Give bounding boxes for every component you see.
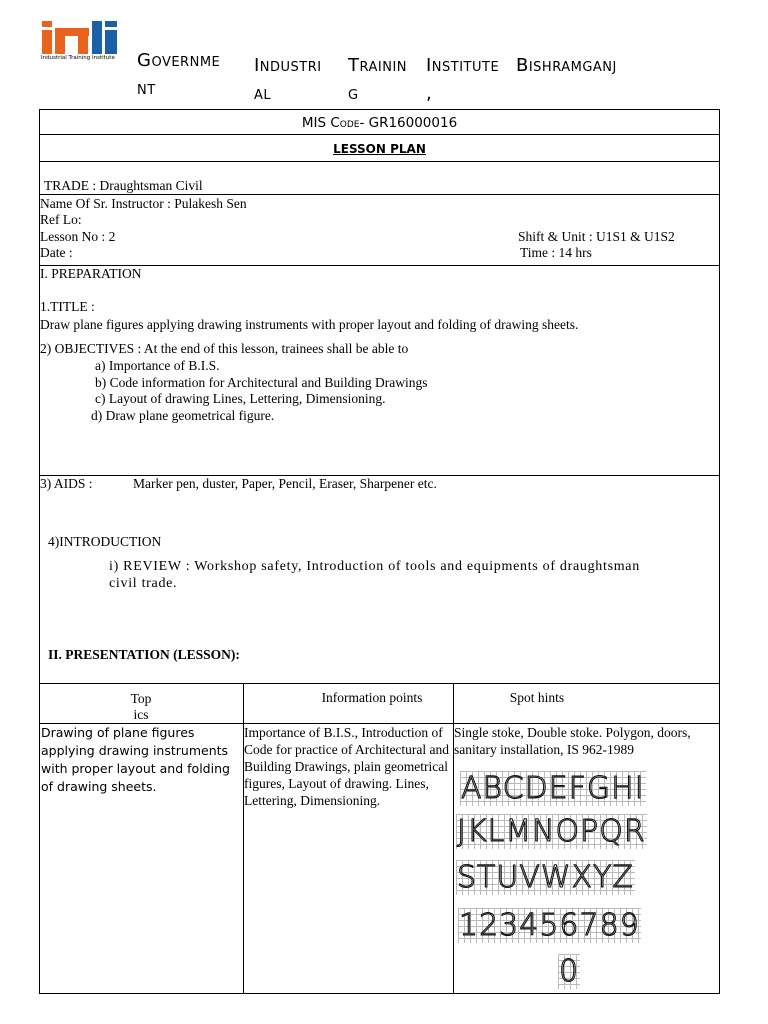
objective-d: d) Draw plane geometrical figure.: [91, 408, 275, 423]
title-text: Draw plane figures applying drawing instruments with proper layout and folding of drawing sheets.: [40, 317, 579, 332]
spot-hints-cell: Single stoke, Double stoke. Polygon, doors, sanitary installation, IS 962-1989: [454, 725, 691, 757]
institute-word-4-line2: ,: [426, 83, 433, 104]
rule-after-mis: [39, 134, 720, 135]
objective-c: c) Layout of drawing Lines, Lettering, Dimensioning.: [95, 391, 386, 406]
instructor-line: Name Of Sr. Instructor : Pulakesh Sen: [40, 196, 247, 211]
institute-word-3: [348, 52, 407, 108]
topics-cell: Drawing of plane figures applying drawing instruments with proper layout and folding of drawing sheets.: [41, 725, 230, 794]
trade-line: TRADE : Draughtsman Civil: [44, 178, 203, 193]
institute-word-5-line1: Bishramganj: [516, 55, 617, 76]
time-line: Time : 14 hrs: [520, 245, 592, 260]
lettering-row-4-text: 123456789: [459, 908, 640, 943]
institute-word-1-line2: nt: [137, 78, 156, 99]
table-header-topics: [39, 691, 243, 723]
lettering-row-1-text: ABCDEFGHI: [461, 771, 645, 806]
title-label: 1.TITLE :: [40, 299, 95, 314]
lettering-row-3-text: STUVWXYZ: [457, 860, 634, 895]
lettering-row-4: [458, 909, 641, 943]
institute-word-3-line1: Trainin: [348, 55, 408, 76]
date-line: Date :: [40, 245, 73, 260]
table-header-spot: Spot hints: [509, 690, 565, 705]
institute-word-2: [254, 52, 322, 108]
logo-caption: Industrial Training Institute: [41, 55, 115, 61]
preparation-heading: I. PREPARATION: [40, 266, 142, 281]
lettering-row-5: [558, 955, 580, 989]
iti-logo-mark: [40, 18, 126, 58]
info-points-cell: Importance of B.I.S., Introduction of Code for practice of Architectural and Building Drawings, plain geometrical figures, Layout of drawing. Lines, Lettering, Dimensioning.: [244, 725, 450, 808]
introduction-label: 4)INTRODUCTION: [48, 534, 162, 549]
aids-label: 3) AIDS :: [40, 476, 93, 491]
table-header-topics-line1: Top: [130, 691, 152, 706]
review-text: i) REVIEW : Workshop safety, Introduction of tools and equipments of draughtsman civil trade.: [109, 559, 640, 591]
mis-code: MIS Code- GR16000016: [301, 115, 458, 131]
table-header-info: Information points: [321, 690, 423, 705]
objectives-label: 2) OBJECTIVES : At the end of this lesson, trainees shall be able to: [40, 341, 409, 356]
lesson-plan-title: LESSON PLAN: [333, 142, 426, 156]
lettering-row-2-text: JKLMNOPQR: [457, 814, 646, 849]
lettering-row-2: [456, 815, 647, 849]
institute-word-2-line1: Industri: [254, 55, 322, 76]
lettering-row-3: [456, 861, 635, 895]
ref-lo-line: Ref Lo:: [40, 212, 82, 227]
institute-word-5: [516, 52, 617, 80]
institute-word-3-line2: g: [348, 83, 359, 104]
institute-word-4-line1: Institute: [426, 55, 500, 76]
institute-word-2-line2: al: [254, 83, 272, 104]
table-header-topics-line2: ics: [133, 707, 149, 722]
shift-unit-line: Shift & Unit : U1S1 & U1S2: [518, 229, 675, 244]
aids-text: Marker pen, duster, Paper, Pencil, Eraser, Sharpener etc.: [133, 476, 437, 491]
institute-word-4: [426, 52, 499, 108]
lettering-row-1: [460, 772, 646, 806]
lettering-row-5-text: 0: [559, 954, 580, 989]
institute-word-1-line1: Governme: [137, 50, 221, 71]
rule-after-introduction: [39, 683, 720, 684]
institute-word-1: [137, 47, 220, 103]
objective-a: a) Importance of B.I.S.: [95, 358, 220, 373]
rule-after-title: [39, 161, 720, 162]
lesson-no-line: Lesson No : 2: [40, 229, 116, 244]
presentation-heading: II. PRESENTATION (LESSON):: [48, 647, 240, 662]
objective-b: b) Code information for Architectural and Building Drawings: [95, 375, 428, 390]
